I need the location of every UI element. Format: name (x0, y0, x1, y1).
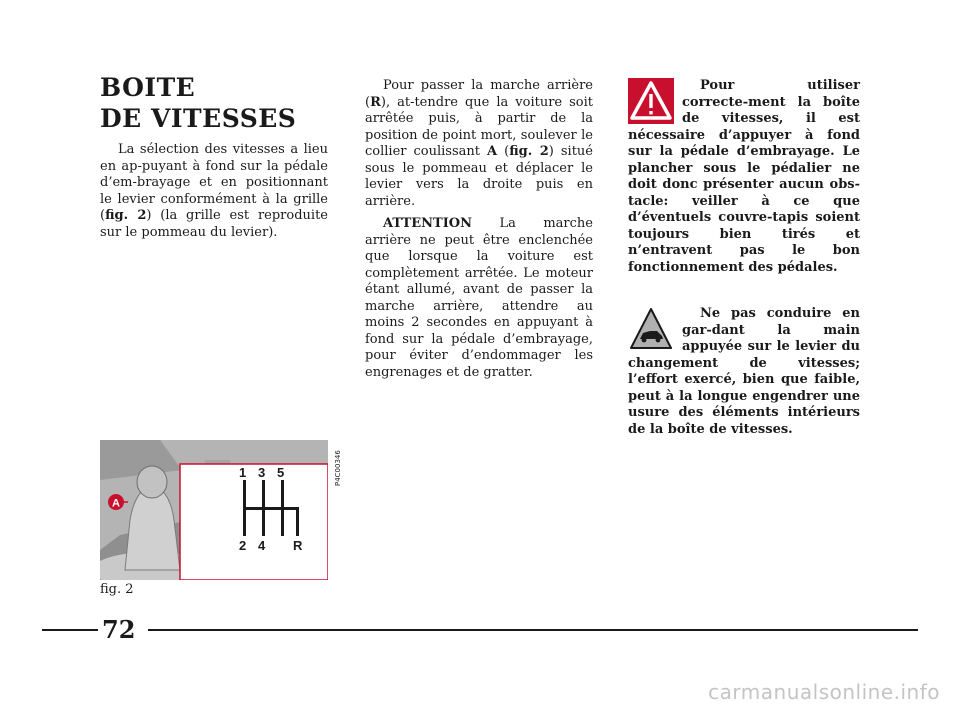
gear-lever-figure (100, 440, 328, 580)
reverse-r-label: R (370, 94, 381, 110)
gear-label-1: 1 (239, 465, 247, 480)
title-line-1: BOITE (100, 73, 196, 102)
figure-caption: fig. 2 (100, 582, 134, 597)
title-line-2: DE VITESSES (100, 104, 297, 133)
column-right (628, 78, 860, 444)
page-number: 72 (102, 615, 136, 644)
warning-clutch-text: Pour utiliser correcte-ment la boîte de vitesses, il est nécessaire d’appuyer à fond sur la pédale d’embrayage. Le plancher sous le pédalier ne doit donc présenter aucun obs-tacle: veiller à ce que d’éventuels couvre-tapis soient toujours bien tirés et n’entravent pas le bon fonctionnement des pédales. (628, 78, 860, 275)
footer-rule-left (42, 629, 98, 631)
reverse-text-a: Pour passer la marche arrière ( (365, 78, 593, 110)
attention-text: La marche arrière ne peut être enclenchée que lorsque la voiture est complètement arrêtée. Le moteur étant allumé, avant de passer la marche arrière, attendre au moins 2 secondes en appuyant à fond sur la pédale d’embrayage, pour éviter d’endommager les engrenages et de gratter. (365, 216, 593, 380)
warning-triangle-icon (628, 78, 674, 124)
car-warning-icon (628, 306, 674, 352)
figure-code: P4C00346 (334, 450, 342, 486)
gear-label-3: 3 (258, 465, 266, 480)
attention-paragraph (365, 216, 593, 381)
reverse-text-c: ( (497, 144, 510, 159)
gear-label-4: 4 (258, 538, 266, 553)
intro-text-b: ) (la grille est reproduite sur le pommeau du levier). (100, 208, 328, 240)
section-title (100, 72, 328, 134)
reverse-text-b: ), at-tendre que la voiture soit arrêtée puis, à partir de la position de point mort, soulever le collier coulissant (365, 94, 593, 159)
warning-lever-text: Ne pas conduire en gar-dant la main appuyée sur le levier du changement de vitesses; l’effort exercé, bien que faible, peut à la longue engendrer une usure des éléments intérieurs de la boîte de vitesses. (628, 306, 860, 437)
attention-label: ATTENTION (383, 216, 473, 231)
intro-text-a: La sélection des vitesses a lieu en ap-puyant à fond sur la pédale d’em-brayage et en positionnant le levier conformément à la grille ( (100, 142, 328, 223)
collar-label: A (112, 497, 120, 510)
gear-label-r: R (293, 538, 303, 553)
column-middle (365, 78, 593, 387)
reverse-fig-ref: fig. 2 (509, 144, 549, 159)
reverse-paragraph (365, 78, 593, 210)
warning-lever (628, 306, 860, 438)
reverse-collar-label: A (487, 144, 498, 159)
gear-label-2: 2 (239, 538, 247, 553)
warning-clutch (628, 78, 860, 276)
watermark: carmanualsonline.info (708, 680, 940, 704)
gear-lever-illustration (100, 440, 328, 580)
gear-label-5: 5 (277, 465, 285, 480)
intro-fig-ref: fig. 2 (105, 208, 147, 223)
footer-rule-right (148, 629, 918, 631)
reverse-text-d: ) situé sous le pommeau et déplacer le levier vers la droite puis en arrière. (365, 144, 593, 209)
column-left (100, 72, 328, 247)
intro-paragraph (100, 142, 328, 241)
